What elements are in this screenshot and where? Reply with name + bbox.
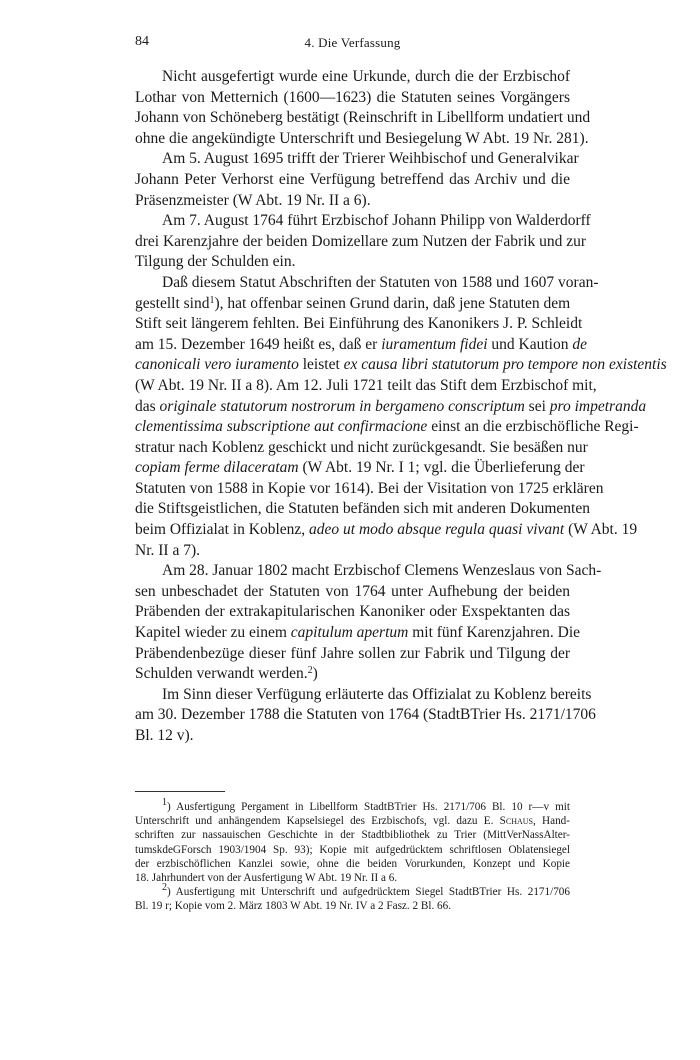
body-line [135, 397, 647, 418]
body-line [135, 726, 570, 747]
body-line [135, 479, 604, 500]
text-run: 18. Jahrhundert von der Ausfertigung W Abt. 19 Nr. II a 6. [135, 871, 398, 884]
text-run: gestellt sind [135, 294, 210, 312]
text-run: am 30. Dezember 1788 die Statuten von 1764 (StadtBTrier Hs. 2171/1706 [135, 706, 596, 724]
text-run: Nicht ausgefertigt wurde eine Urkunde, durch die der Erzbischof [162, 68, 570, 85]
running-title: 4. Die Verfassung [304, 35, 401, 50]
body-line [135, 664, 570, 685]
footnote-marker: 2 [307, 665, 313, 677]
footnotes [135, 797, 570, 914]
latin-quotation: adeo ut modo absque regula quasi vivant [309, 521, 565, 539]
body-line [135, 685, 592, 706]
text-run: , Hand- [532, 815, 570, 828]
text-run: Lothar von Metternich (1600—1623) die Statuten seines Vorgängers [135, 88, 570, 106]
text-run: ohne die angekündigte Unterschrift und Besiegelung W Abt. 19 Nr. 281). [135, 129, 589, 147]
body-line [135, 294, 570, 315]
text-run: (W Abt. 19 Nr. II a 8). Am 12. Juli 1721 teilt das Stift dem Erzbischof mit, [135, 376, 597, 394]
text-run: Stift seit längerem fehlten. Bei Einführung des Kanonikers J. P. Schleidt [135, 315, 583, 333]
body-line [135, 582, 570, 603]
text-run: Bl. 19 r; Kopie vom 2. März 1803 W Abt. 19 Nr. IV a 2 Fasz. 2 Bl. 66. [135, 900, 452, 913]
text-run: und Kaution [487, 335, 573, 353]
body-line [135, 211, 591, 232]
text-run: Am 5. August 1695 trifft der Trierer Weihbischof und Generalvikar [162, 150, 579, 168]
latin-quotation: canonicali vero iuramento [135, 356, 299, 374]
footnote-line [135, 797, 570, 814]
body-line [135, 129, 589, 150]
text-run: sei [524, 397, 550, 415]
footnote-line [135, 814, 570, 828]
footnote-line [135, 871, 570, 885]
text-run: Nr. II a 7). [135, 541, 200, 559]
author-name: Schaus [499, 815, 533, 828]
text-run: Kapitel wieder zu einem [135, 624, 291, 642]
text-run: (W Abt. 19 Nr. I 1; vgl. die Überlieferung der [298, 459, 585, 477]
text-run: leistet [298, 356, 344, 374]
latin-quotation: clementissima subscriptione aut confirmacione [135, 418, 428, 436]
body-line [135, 252, 570, 273]
text-run: mit fünf Karenzjahren. Die [408, 624, 581, 642]
main-text [135, 67, 667, 747]
body-line [135, 520, 638, 541]
body-line [135, 67, 570, 88]
text-run: schriften zur nassauischen Geschichte in der Stadtbibliothek zu Trier (MittVerNassAlter- [135, 829, 570, 842]
body-line [135, 561, 602, 582]
footnote-marker: 2 [162, 882, 167, 894]
footnote-line [135, 899, 570, 913]
latin-quotation: capitulum apertum [290, 624, 409, 642]
text-run: am 15. Dezember 1649 heißt es, daß er [135, 335, 382, 353]
text-run: die Stiftsgeistlichen, die Statuten befänden sich mit anderen Dokumenten [135, 500, 590, 518]
latin-quotation: originale statutorum nostrorum in bergameno conscriptum [159, 397, 525, 415]
text-run: der erzbischöflichen Kanzlei sowie, ohne die beiden Vorurkunden, Konzept und Kopie [135, 857, 570, 870]
page-header [135, 34, 570, 52]
body-line [135, 623, 581, 644]
body-line [135, 314, 583, 335]
text-run: Johann Peter Verhorst eine Verfügung betreffend das Archiv und die [135, 170, 570, 188]
text-run: das [135, 397, 160, 415]
text-run: Im Sinn dieser Verfügung erläuterte das Offizialat zu Koblenz bereits [162, 685, 592, 703]
text-run: ) [312, 665, 318, 683]
text-run: Daß diesem Statut Abschriften der Statuten von 1588 und 1607 voran- [162, 273, 599, 291]
body-line [135, 191, 570, 212]
body-line [135, 355, 667, 376]
latin-quotation: pro impetranda [549, 397, 647, 415]
page-number: 84 [135, 34, 149, 49]
latin-quotation: iuramentum fidei [381, 335, 488, 353]
text-run: tumskdeGForsch 1903/1904 Sp. 93); Kopie mit aufgedrücktem schriftlosen Oblatensiegel [135, 843, 570, 856]
body-line [135, 541, 570, 562]
text-run: Johann von Schöneberg bestätigt (Reinschrift in Libellform undatiert und [135, 109, 591, 127]
footnote-line [135, 828, 570, 842]
text-run: Präsenzmeister (W Abt. 19 Nr. II a 6). [135, 191, 371, 209]
text-run: Am 28. Januar 1802 macht Erzbischof Clemens Wenzeslaus von Sach- [162, 562, 602, 580]
text-run: Am 7. August 1764 führt Erzbischof Johann Philipp von Walderdorff [162, 212, 591, 230]
body-line [135, 88, 570, 109]
footnote-marker: 1 [209, 294, 215, 306]
footnote-marker: 1 [162, 797, 167, 808]
footnote-line [135, 843, 570, 857]
text-run: sen unbeschadet der Statuten von 1764 unter Aufhebung der beiden [135, 582, 570, 600]
text-run: Präbenden der extrakapitularischen Kanoniker oder Exspektanten das [135, 603, 570, 621]
body-line [135, 458, 585, 479]
body-line [135, 108, 591, 129]
body-line [135, 499, 590, 520]
text-run: (W Abt. 19 [564, 521, 638, 539]
body-line [135, 232, 587, 253]
footnote-line [135, 882, 570, 899]
text-run: drei Karenzjahre der beiden Domizellare zum Nutzen der Fabrik und zur [135, 232, 587, 250]
text-run: beim Offizialat in Koblenz, [135, 521, 310, 539]
body-line [135, 376, 597, 397]
body-line [135, 417, 639, 438]
body-line [135, 335, 587, 356]
body-line [135, 644, 570, 665]
text-run: einst an die erzbischöfliche Regi- [427, 418, 639, 436]
body-line [135, 149, 579, 170]
text-run: Präbendenbezüge dieser fünf Jahre sollen zur Fabrik und Tilgung der [135, 644, 570, 662]
footnote-separator [135, 791, 225, 792]
body-line [135, 602, 570, 623]
text-run: stratur nach Koblenz geschickt und nicht zurückgesandt. Sie besäßen nur [135, 438, 588, 456]
latin-quotation: de [572, 335, 587, 353]
footnote-line [135, 857, 570, 871]
text-run: ) Ausfertigung mit Unterschrift und aufgedrücktem Siegel StadtBTrier Hs. 2171/706 [167, 886, 570, 899]
text-run: Schulden verwandt werden. [135, 665, 308, 683]
body-line [135, 438, 588, 459]
text-run: Statuten von 1588 in Kopie vor 1614). Bei der Visitation von 1725 erklären [135, 479, 604, 497]
text-run: ), hat offenbar seinen Grund darin, daß jene Statuten dem [214, 294, 571, 312]
body-line [135, 170, 570, 191]
latin-quotation: copiam ferme dilaceratam [135, 459, 299, 477]
text-run: Bl. 12 v). [135, 727, 194, 744]
text-run: Unterschrift und anhängendem Kapselsiegel des Erzbischofs, vgl. dazu E. [135, 815, 500, 828]
body-line [135, 273, 599, 294]
latin-quotation: ex causa libri statutorum pro tempore non existentis [343, 356, 667, 374]
text-run: Tilgung der Schulden ein. [135, 253, 296, 271]
body-line [135, 705, 596, 726]
text-run: ) Ausfertigung Pergament in Libellform StadtBTrier Hs. 2171/706 Bl. 10 r—v mit [167, 801, 570, 813]
